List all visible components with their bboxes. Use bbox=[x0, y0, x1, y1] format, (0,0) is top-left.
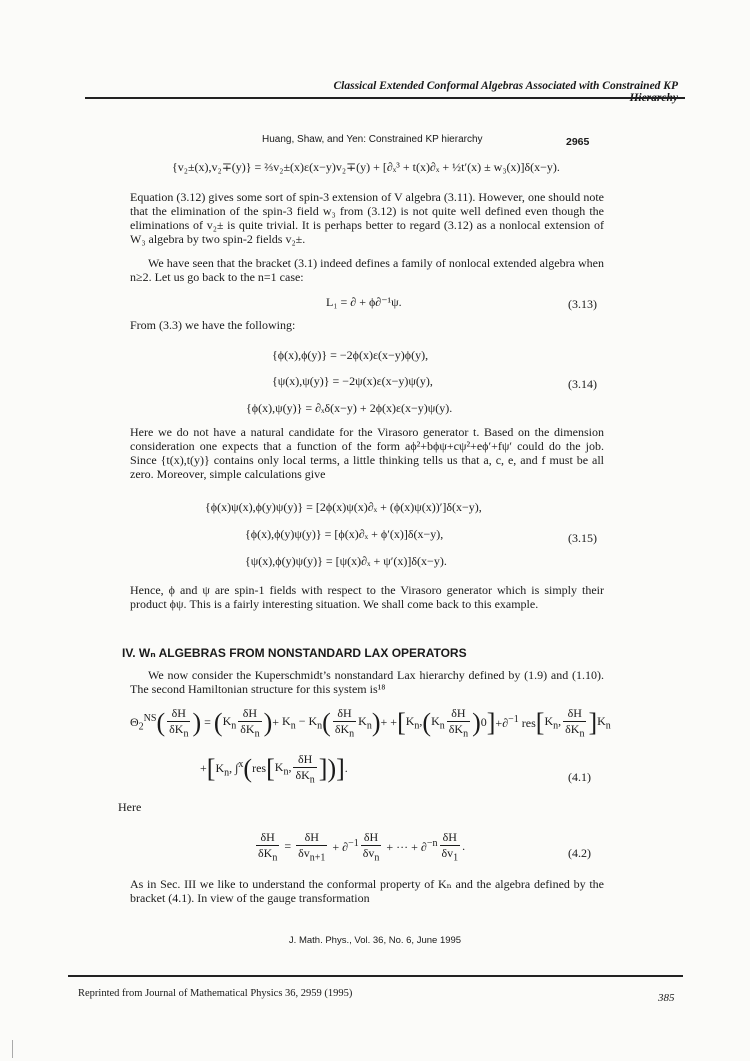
journal-footer: J. Math. Phys., Vol. 36, No. 6, June 1995 bbox=[288, 935, 462, 946]
equation-3-15-line-2: {ϕ(x),ϕ(y)ψ(y)} = [ϕ(x)∂ₓ + ϕ′(x)]δ(x−y), bbox=[245, 527, 444, 541]
equation-3-15-line-1: {ϕ(x)ψ(x),ϕ(y)ψ(y)} = [2ϕ(x)ψ(x)∂ₓ + (ϕ(x)ψ(x))′]δ(x−y), bbox=[205, 500, 482, 514]
equation-number-3-13: (3.13) bbox=[568, 297, 597, 311]
equation-number-3-14: (3.14) bbox=[568, 377, 597, 391]
paragraph-1: Equation (3.12) gives some sort of spin-3 extension of V algebra (3.11). However, one should note that the elimination of the spin-3 field w₃ from (3.12) is not quite well defined even though the eliminations of v₂± is quite trivial. It is perhaps better to regard (3.12) as a nonlocal extension of W₃ algebra by two spin-2 fields v₂±. bbox=[130, 190, 604, 246]
footer-rule bbox=[68, 975, 683, 977]
running-head: Huang, Shaw, and Yen: Constrained KP hierarchy bbox=[262, 134, 483, 145]
header-title: Classical Extended Conformal Algebras Associated with Constrained KP bbox=[333, 80, 678, 92]
header-rule bbox=[85, 97, 685, 99]
equation-3-14-line-3: {ϕ(x),ψ(y)} = ∂ₓδ(x−y) + 2ϕ(x)ε(x−y)ψ(y). bbox=[246, 401, 453, 415]
equation-4-1-line-2: + [ $K_n$, ∫$^x$ ( res [ $K_n$, $\frac{\delta H}{\delta K_n}$ ] ) ] . bbox=[200, 752, 348, 786]
equation-top: {v₂±(x),v₂∓(y)} = ⅔v₂±(x)ε(x−y)v₂∓(y) + [∂ₓ³ + t(x)∂ₓ + ½t′(x) ± w₃(x)]δ(x−y). bbox=[172, 160, 560, 174]
paragraph-7: As in Sec. III we like to understand the conformal property of Kₙ and the algebra defined by the bracket (4.1). In view of the gauge transformation bbox=[130, 877, 604, 905]
equation-number-3-15: (3.15) bbox=[568, 531, 597, 545]
page-edge-mark bbox=[12, 1040, 13, 1058]
equation-3-13: L₁ = ∂ + ϕ∂⁻¹ψ. bbox=[326, 295, 402, 309]
journal-page-number: 2965 bbox=[566, 136, 590, 148]
equation-3-14-line-1: {ϕ(x),ϕ(y)} = −2ϕ(x)ε(x−y)ϕ(y), bbox=[272, 348, 429, 362]
equation-number-4-2: (4.2) bbox=[568, 846, 591, 860]
paragraph-5: Hence, ϕ and ψ are spin-1 fields with respect to the Virasoro generator which is simply their product ϕψ. This is a fairly interesting situation. We shall come back to this example. bbox=[130, 583, 604, 611]
paragraph-2: We have seen that the bracket (3.1) indeed defines a family of nonlocal extended algebra when n≥2. Let us go back to the n=1 case: bbox=[130, 256, 604, 284]
equation-number-4-1: (4.1) bbox=[568, 770, 591, 784]
equation-4-2: $\frac{\delta H}{\delta K_n}$ = $\frac{\delta H}{\delta v_{n+1}}$ + ∂$^{-1}$ $\frac{\delta H}{\delta v_n}$ + ··· + ∂$^{-n}$ $\frac{\delta H}{\delta v_1}$ . bbox=[258, 830, 466, 864]
equation-3-14-line-2: {ψ(x),ψ(y)} = −2ψ(x)ε(x−y)ψ(y), bbox=[272, 374, 433, 388]
paragraph-4: Here we do not have a natural candidate for the Virasoro generator t. Based on the dimension consideration one expects that a function of the form aϕ²+bϕψ+cψ²+eϕ′+fψ′ could do the job. Since {t(x),t(y)} contains only local terms, a little thinking tells us that a, c, e, and f must be all zero. Moreover, simple calculations give bbox=[130, 425, 604, 481]
section-heading: IV. Wₙ ALGEBRAS FROM NONSTANDARD LAX OPERATORS bbox=[122, 646, 467, 660]
here-label: Here bbox=[118, 800, 142, 814]
equation-3-15-line-3: {ψ(x),ϕ(y)ψ(y)} = [ψ(x)∂ₓ + ψ′(x)]δ(x−y). bbox=[245, 554, 447, 568]
paragraph-3: From (3.3) we have the following: bbox=[130, 318, 296, 332]
equation-4-1-line-1: $\Theta_2^{NS}$ ( $\frac{\delta H}{\delta K_n}$ ) = ( $K_n$ $\frac{\delta H}{\delta K_n}$ ) + $K_n - K_n$ ( $\frac{\delta H}{\delta K_n}$ $K_n$ ) + + [ $K_n$, ( $K_n$ $\frac{\delta H}{\delta K_n}$ ) 0 ] +∂$^{-1}$ res [ $K_n$, $\frac{\delta H}{\delta K_n}$ ] $K_n$ bbox=[130, 706, 611, 740]
paragraph-6: We now consider the Kuperschmidt’s nonstandard Lax hierarchy defined by (1.9) and (1.10). The second Hamiltonian structure for this system is¹⁸ bbox=[130, 668, 604, 696]
reprint-note: Reprinted from Journal of Mathematical Physics 36, 2959 (1995) bbox=[78, 988, 353, 999]
folio-number: 385 bbox=[658, 992, 675, 1004]
